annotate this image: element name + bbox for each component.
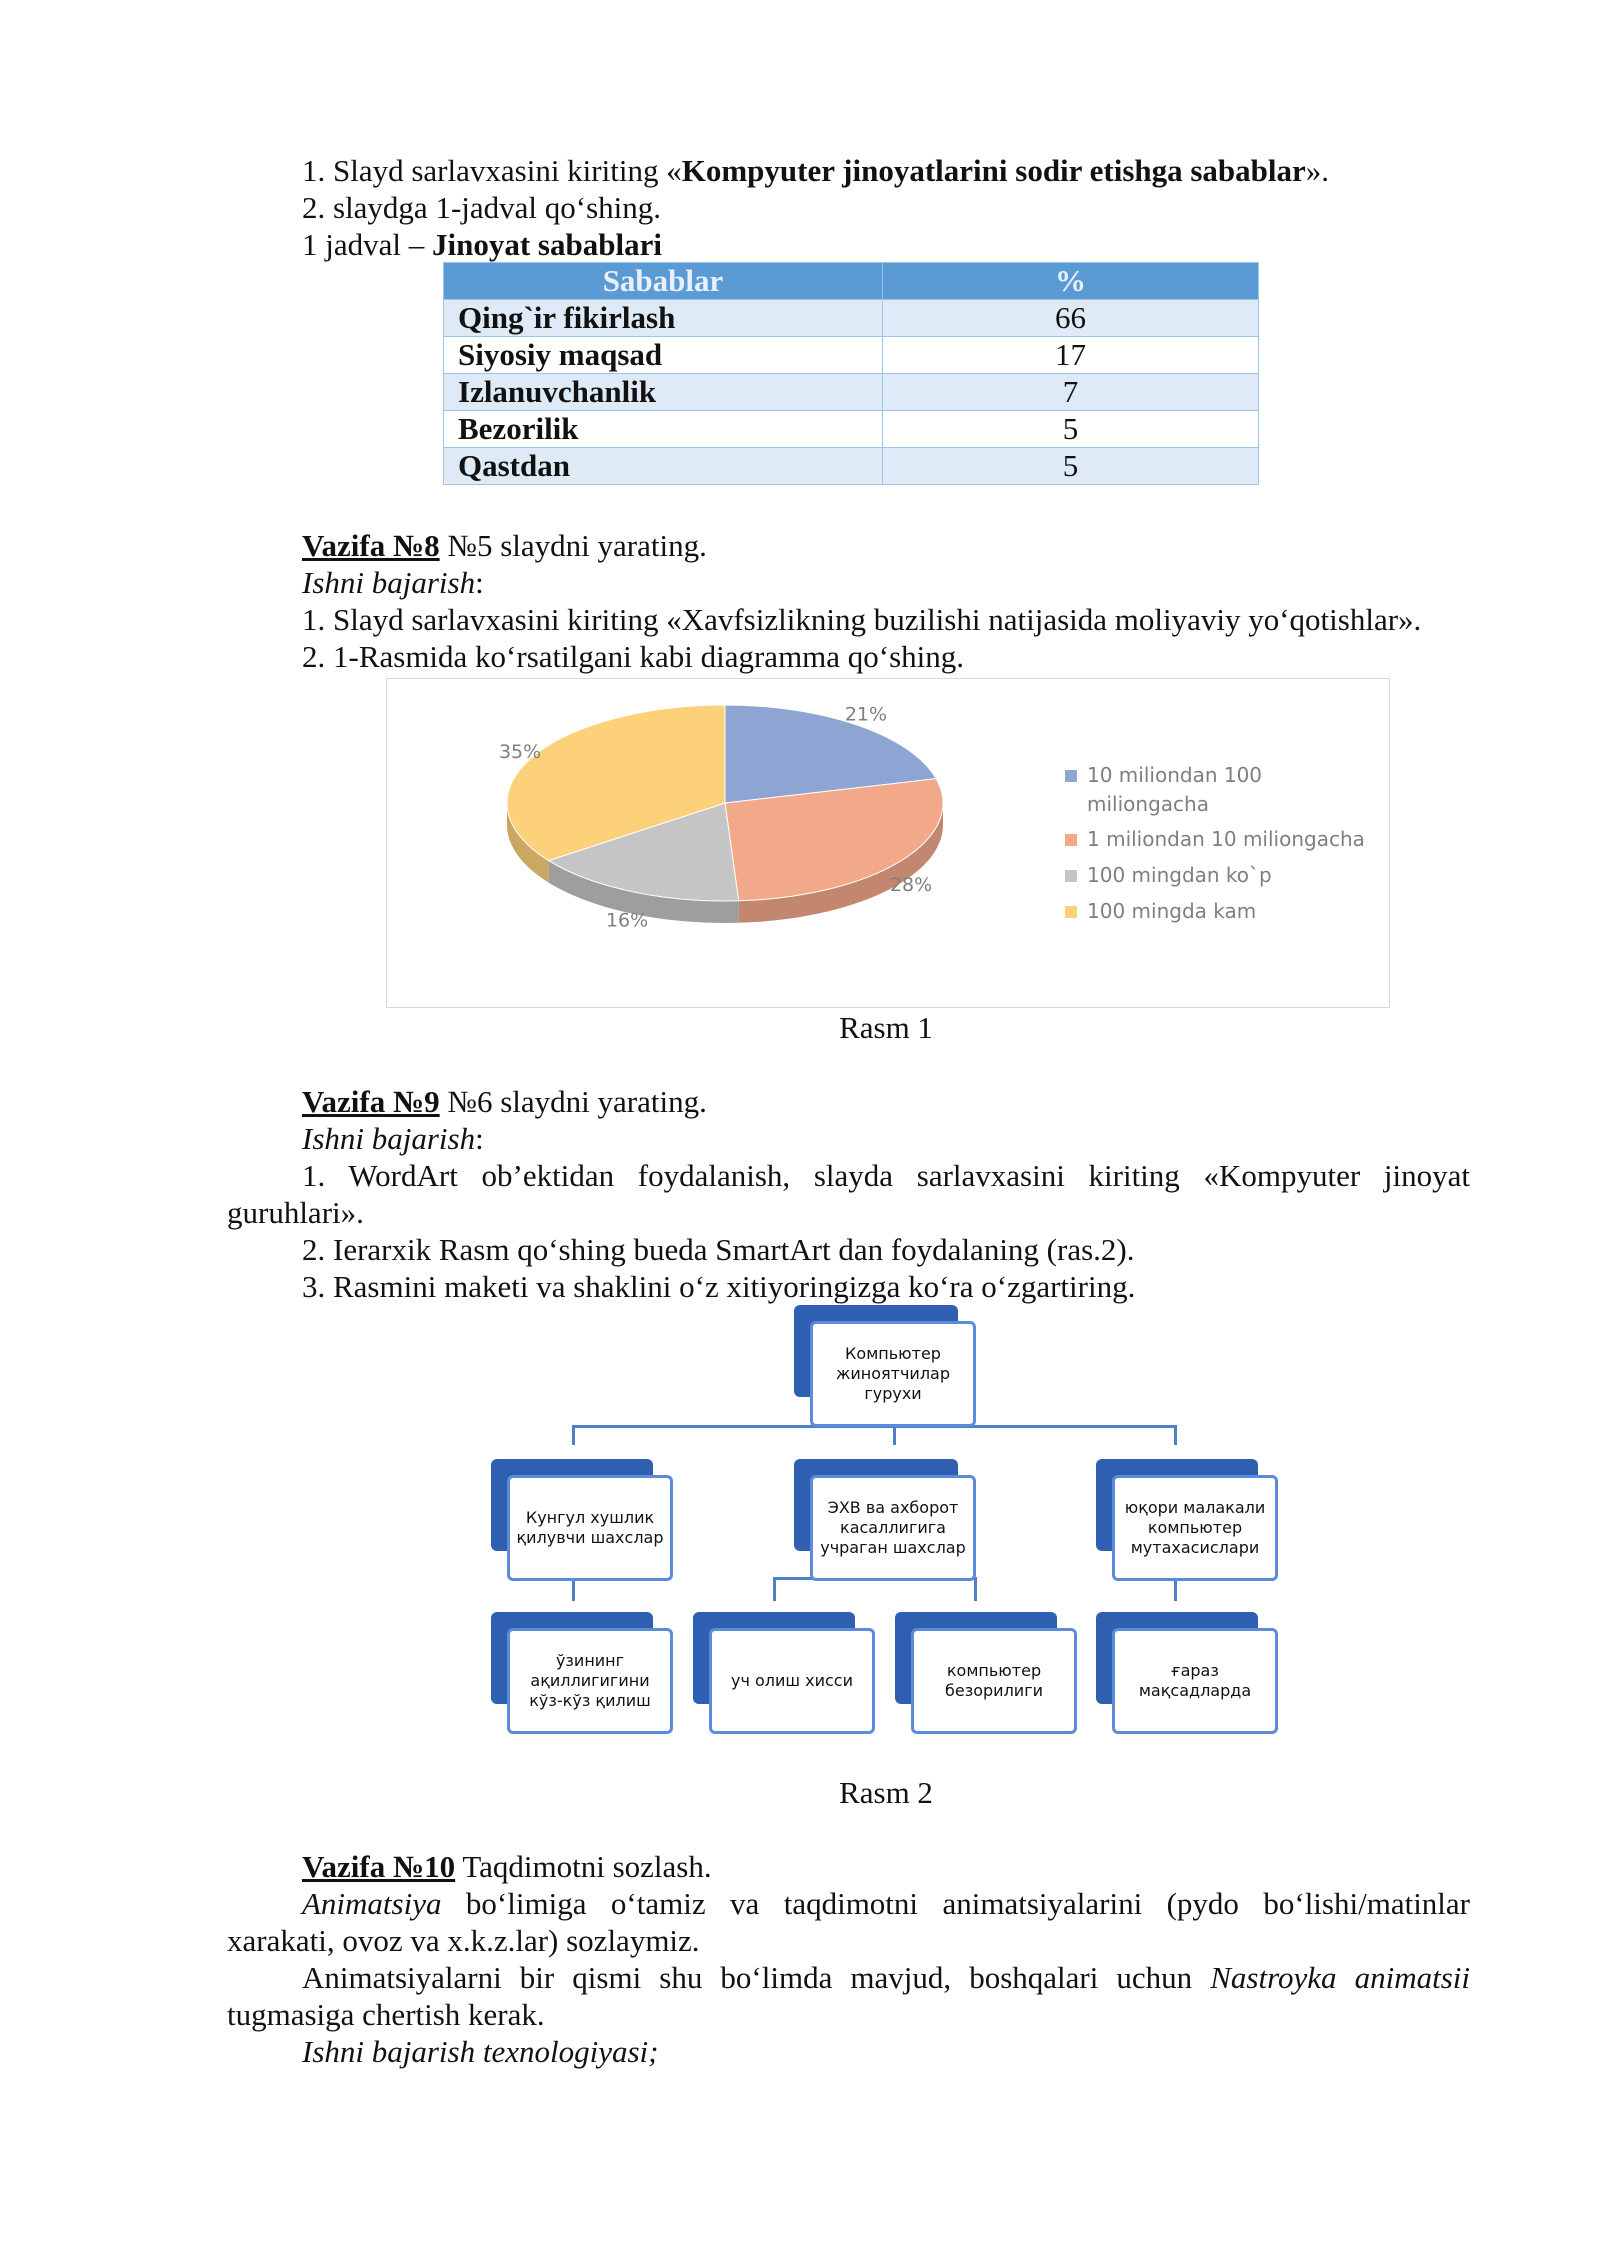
- task10-anim-line2: xarakati, ovoz va x.k.z.lar) sozlaymiz.: [227, 1923, 700, 1958]
- task10-p2-line1: [302, 1959, 1470, 1997]
- task10-p2-start: Animatsiyalarni bir qismi shu bo‘limda mavjud, boshqalari uchun: [302, 1960, 1211, 1995]
- figure-caption-2: Rasm 2: [839, 1775, 933, 1810]
- task9-step1-line2: guruhlari».: [227, 1195, 364, 1230]
- table-cell-value: 66: [883, 300, 1259, 337]
- task9-colon: :: [475, 1121, 484, 1156]
- task7-step1-prefix: 1. Slayd sarlavxasini kiriting «: [302, 153, 682, 188]
- connector: [773, 1577, 776, 1601]
- legend-item-4: [1065, 897, 1385, 933]
- table-caption-prefix: 1 jadval –: [302, 227, 432, 262]
- legend-swatch-4: [1065, 906, 1077, 918]
- connector: [974, 1577, 977, 1601]
- task7-step1: [302, 152, 1329, 190]
- hierarchy-diagram: [480, 1305, 1300, 1745]
- pie-data-label: 28%: [889, 873, 933, 896]
- table-row: [444, 374, 1259, 411]
- org-node-left-label: Кунгул хушлик қилувчи шахслар: [507, 1475, 673, 1581]
- task9-title-rest: №6 slaydni yarating.: [439, 1084, 707, 1119]
- org-node-root-label: Компьютер жиноятчилар гурухи: [810, 1321, 976, 1427]
- table-cell-name: Siyosiy maqsad: [444, 337, 883, 374]
- table-caption: [302, 226, 662, 264]
- org-node-leaf-4-label: ғараз мақсадларда: [1112, 1628, 1278, 1734]
- task9-ishni-text: Ishni bajarish: [302, 1121, 476, 1156]
- table-header-reasons: Sabablar: [444, 263, 883, 300]
- legend-label-3: 100 mingdan ko`p: [1087, 863, 1272, 887]
- task9-title: Vazifa №9: [302, 1084, 440, 1119]
- table-cell-value: 5: [883, 448, 1259, 485]
- figure-caption-1: Rasm 1: [839, 1010, 933, 1045]
- table-row: [444, 411, 1259, 448]
- task10-anim-italic: Animatsiya: [302, 1886, 442, 1921]
- table-caption-title: Jinoyat sabablari: [432, 227, 662, 262]
- task10-title-rest: Taqdimotni sozlash.: [455, 1849, 712, 1884]
- task10-tech: Ishni bajarish texnologiyasi;: [302, 2034, 659, 2069]
- task10-p2-line2: tugmasiga chertish kerak.: [227, 1997, 545, 2032]
- table-cell-value: 17: [883, 337, 1259, 374]
- task9-ishni: [302, 1120, 484, 1158]
- task10-anim-line1: [302, 1885, 1470, 1923]
- legend-item-1: [1065, 761, 1385, 819]
- task7-step2: 2. slaydga 1-jadval qo‘shing.: [302, 190, 662, 225]
- legend-label-1a: 10 miliondan 100: [1087, 763, 1263, 787]
- table-header-percent: %: [883, 263, 1259, 300]
- pie-data-label: 35%: [498, 741, 542, 764]
- task9-step1-line1: 1. WordArt ob’ektidan foydalanish, slayda sarlavxasini kiriting «Kompyuter jinoyat: [302, 1158, 1470, 1193]
- task10-p2-italic: Nastroyka animatsii: [1210, 1960, 1470, 1995]
- org-node-leaf-1-label: ўзининг ақиллигигини кўз-кўз қилиш: [507, 1628, 673, 1734]
- org-node-middle-label: ЭХВ ва ахборот касаллигига учраган шахслар: [810, 1475, 976, 1581]
- table-cell-name: Qing`ir fikirlash: [444, 300, 883, 337]
- org-node-leaf-3-label: компьютер безорилиги: [911, 1628, 1077, 1734]
- task8-heading: [302, 527, 707, 565]
- legend-label-1b: miliongacha: [1087, 792, 1209, 816]
- task8-colon: :: [475, 565, 484, 600]
- task9-step3: 3. Rasmini maketi va shaklini o‘z xitiyoringizga ko‘ra o‘zgartiring.: [302, 1269, 1136, 1304]
- table-cell-name: Izlanuvchanlik: [444, 374, 883, 411]
- table-cell-value: 7: [883, 374, 1259, 411]
- legend-label-4: 100 mingda kam: [1087, 899, 1257, 923]
- connector: [893, 1425, 896, 1445]
- task7-step1-bold: Kompyuter jinoyatlarini sodir etishga sabablar: [681, 153, 1306, 188]
- legend-swatch-2: [1065, 834, 1077, 846]
- task7-step1-suffix: ».: [1305, 153, 1330, 188]
- reasons-table: [443, 262, 1259, 485]
- org-node-right-label: юқори малакали компьютер мутахасислари: [1112, 1475, 1278, 1581]
- table-cell-value: 5: [883, 411, 1259, 448]
- legend-item-2: [1065, 825, 1385, 861]
- legend-label-2: 1 miliondan 10 miliongacha: [1087, 827, 1365, 851]
- task8-title-rest: №5 slaydni yarating.: [439, 528, 707, 563]
- table-row: [444, 448, 1259, 485]
- task9-step2: 2. Ierarxik Rasm qo‘shing bueda SmartArt dan foydalaning (ras.2).: [302, 1232, 1135, 1267]
- table-row: [444, 337, 1259, 374]
- pie-data-label: 21%: [844, 703, 888, 726]
- table-cell-name: Bezorilik: [444, 411, 883, 448]
- table-row: [444, 300, 1259, 337]
- task9-heading: [302, 1083, 707, 1121]
- task10-heading: [302, 1848, 712, 1886]
- chart-legend: [1065, 761, 1385, 933]
- task8-ishni-text: Ishni bajarish: [302, 565, 476, 600]
- legend-swatch-1: [1065, 770, 1077, 782]
- org-node-leaf-2-label: уч олиш хисси: [709, 1628, 875, 1734]
- task8-title: Vazifa №8: [302, 528, 440, 563]
- table-cell-name: Qastdan: [444, 448, 883, 485]
- legend-item-3: [1065, 861, 1385, 897]
- legend-swatch-3: [1065, 870, 1077, 882]
- pie-data-label: 16%: [605, 909, 649, 932]
- pie-chart: [386, 678, 1390, 1008]
- connector: [572, 1425, 575, 1445]
- connector: [1174, 1425, 1177, 1445]
- task10-anim-rest: bo‘limiga o‘tamiz va taqdimotni animatsiyalarini (pydo bo‘lishi/matinlar: [441, 1886, 1470, 1921]
- task8-step1: 1. Slayd sarlavxasini kiriting «Xavfsizlikning buzilishi natijasida moliyaviy yo‘qotishlar».: [302, 602, 1422, 637]
- task10-title: Vazifa №10: [302, 1849, 456, 1884]
- task8-ishni: [302, 564, 484, 602]
- table-header-row: [444, 263, 1259, 300]
- task8-step2: 2. 1-Rasmida ko‘rsatilgani kabi diagramma qo‘shing.: [302, 639, 965, 674]
